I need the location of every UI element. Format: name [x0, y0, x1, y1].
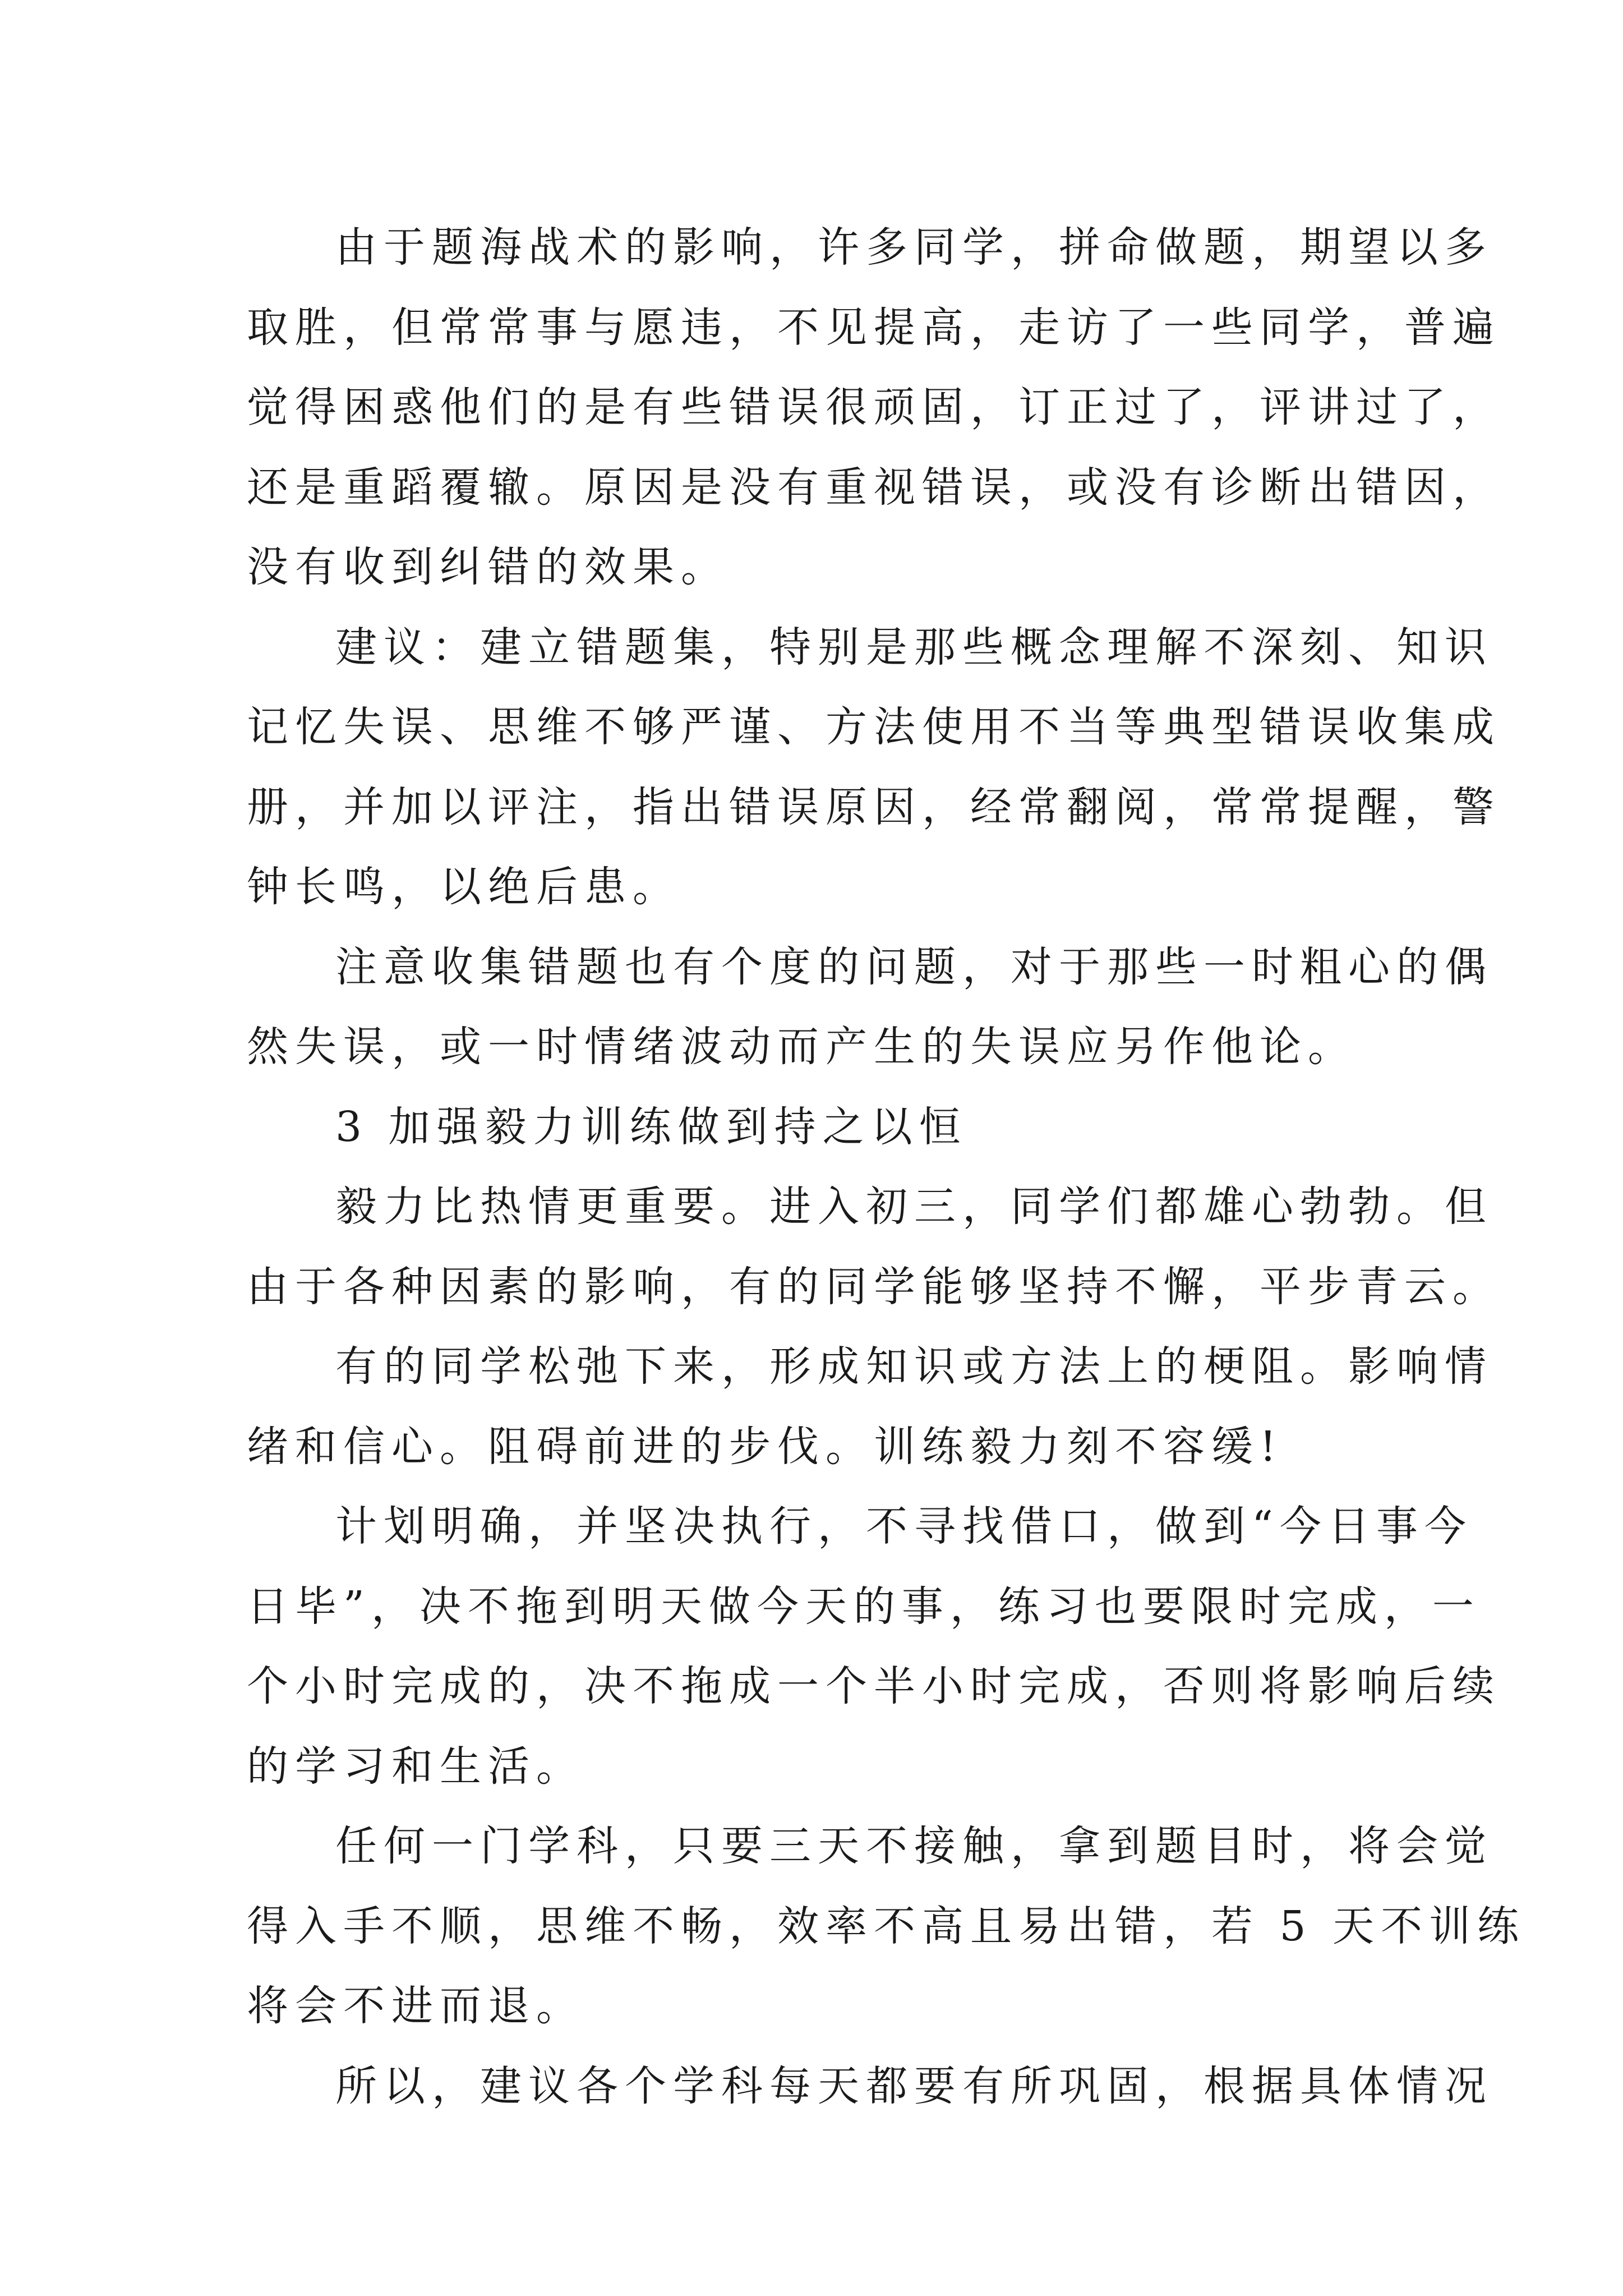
- text-line: 绪和信心。阻碍前进的步伐。训练毅力刻不容缓!: [247, 1422, 1283, 1471]
- text-line: 记忆失误、思维不够严谨、方法使用不当等典型错误收集成: [247, 703, 1501, 751]
- text-line: 没有收到纠错的效果。: [247, 543, 729, 591]
- text-line: 觉得困惑他们的是有些错误很顽固，订正过了，评讲过了，: [247, 383, 1501, 431]
- text-line: 计划明确，并坚决执行，不寻找借口，做到“今日事今: [335, 1502, 1473, 1550]
- text-line: 个小时完成的，决不拖成一个半小时完成，否则将影响后续: [247, 1662, 1501, 1710]
- section-heading: 3 加强毅力训练做到持之以恒: [335, 1102, 967, 1151]
- text-line: 建议：建立错题集，特别是那些概念理解不深刻、知识: [335, 623, 1493, 671]
- text-line: 注意收集错题也有个度的问题，对于那些一时粗心的偶: [335, 942, 1493, 991]
- text-line: 由于各种因素的影响，有的同学能够坚持不懈，平步青云。: [247, 1262, 1501, 1311]
- text-line: 册，并加以评注，指出错误原因，经常翻阅，常常提醒，警: [247, 783, 1501, 831]
- text-line: 有的同学松弛下来，形成知识或方法上的梗阻。影响情: [335, 1342, 1493, 1391]
- text-line: 将会不进而退。: [247, 1982, 584, 2030]
- text-line: 毅力比热情更重要。进入初三，同学们都雄心勃勃。但: [335, 1182, 1493, 1231]
- text-line: 的学习和生活。: [247, 1742, 584, 1791]
- text-line: 日毕”，决不拖到明天做今天的事，练习也要限时完成，一: [247, 1582, 1481, 1631]
- text-line: 所以，建议各个学科每天都要有所巩固，根据具体情况: [335, 2062, 1493, 2110]
- text-line: 取胜，但常常事与愿违，不见提高，走访了一些同学，普遍: [247, 303, 1501, 352]
- document-body: [247, 208, 1526, 2126]
- text-line: 得入手不顺，思维不畅，效率不高且易出错，若 5 天不训练: [247, 1902, 1526, 1950]
- text-line: 由于题海战术的影响，许多同学，拼命做题，期望以多: [335, 223, 1493, 272]
- text-line: 然失误，或一时情绪波动而产生的失误应另作他论。: [247, 1023, 1356, 1071]
- text-line: 任何一门学科，只要三天不接触，拿到题目时，将会觉: [335, 1822, 1493, 1870]
- text-line: 还是重蹈覆辙。原因是没有重视错误，或没有诊断出错因，: [247, 463, 1501, 512]
- text-line: 钟长鸣，以绝后患。: [247, 863, 681, 911]
